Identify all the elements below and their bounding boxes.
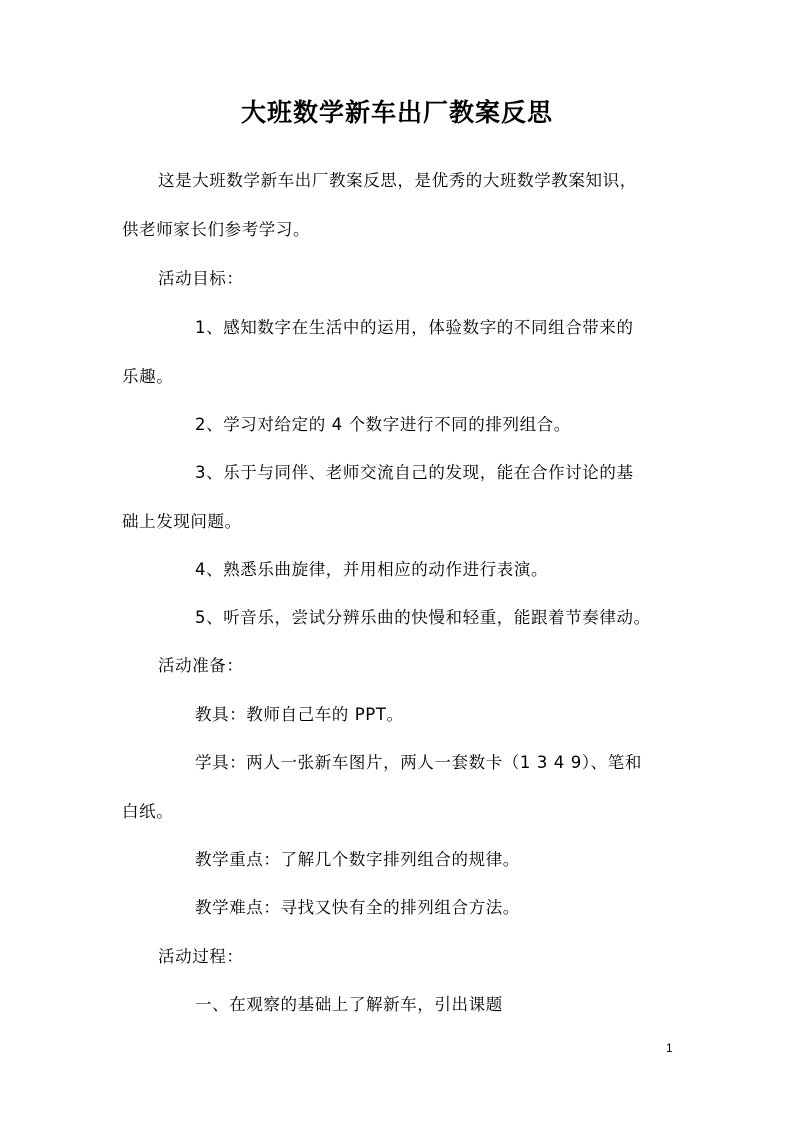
document-title: 大班数学新车出厂教案反思 [240,98,553,127]
goal-2: 2、学习对给定的 4 个数字进行不同的排列组合。 [195,415,571,434]
preparation-heading: 活动准备： [158,656,244,675]
student-tools-line-1: 学具：两人一张新车图片，两人一套数卡（1 3 4 9）、笔和 [195,753,642,772]
intro-line-2: 供老师家长们参考学习。 [122,220,311,239]
page-number: 1 [666,1041,673,1055]
difficulty-point: 教学难点：寻找又快有全的排列组合方法。 [195,898,520,917]
process-heading: 活动过程： [158,947,244,966]
goal-3-line-1: 3、乐于与同伴、老师交流自己的发现，能在合作讨论的基 [195,463,634,482]
goal-4: 4、熟悉乐曲旋律，并用相应的动作进行表演。 [195,560,549,579]
teacher-tools: 教具：教师自己车的 PPT。 [195,705,404,724]
goal-1-line-2: 乐趣。 [122,367,174,386]
goal-5: 5、听音乐，尝试分辨乐曲的快慢和轻重，能跟着节奏律动。 [195,608,651,627]
key-point: 教学重点：了解几个数字排列组合的规律。 [195,850,520,869]
goal-1-line-1: 1、感知数字在生活中的运用，体验数字的不同组合带来的 [195,318,634,337]
goal-3-line-2: 础上发现问题。 [122,512,242,531]
process-step-1: 一、在观察的基础上了解新车，引出课题 [195,995,503,1014]
goals-heading: 活动目标： [158,269,244,288]
intro-line-1: 这是大班数学新车出厂教案反思，是优秀的大班数学教案知识， [158,171,637,190]
student-tools-line-2: 白纸。 [122,802,174,821]
